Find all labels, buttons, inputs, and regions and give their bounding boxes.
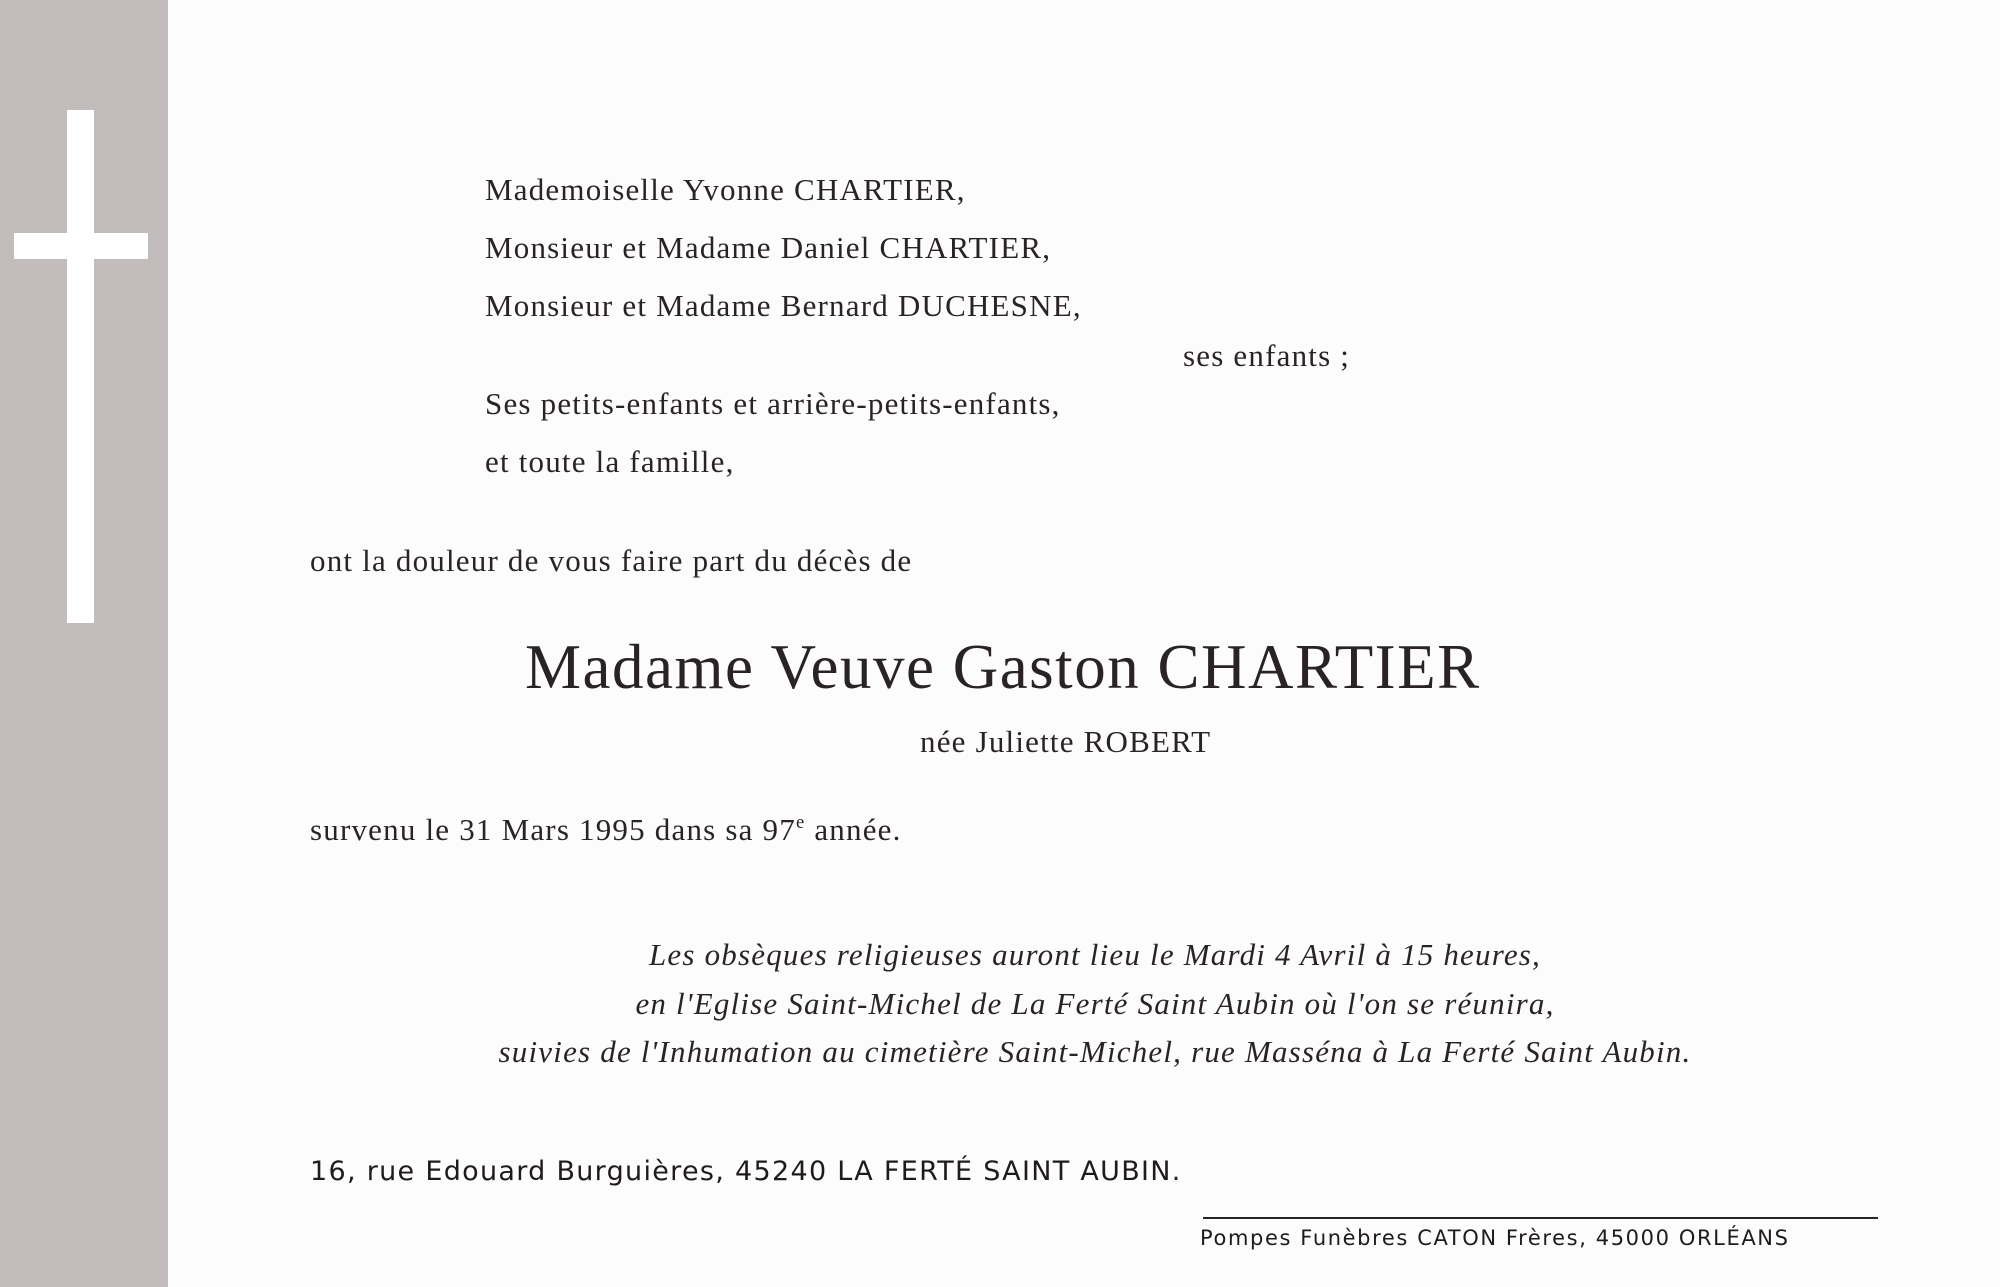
- death-statement: [310, 811, 902, 847]
- death-statement-superscript: e: [795, 811, 806, 833]
- family-line-3: Monsieur et Madame Bernard DUCHESNE,: [485, 288, 1082, 323]
- ceremony-line-3: suivies de l'Inhumation au cimetière Saint-Michel, rue Masséna à La Ferté Saint Aubin.: [498, 1034, 1692, 1069]
- family-line-ses-enfants: ses enfants ;: [1183, 338, 1351, 373]
- family-line-5: Ses petits-enfants et arrière-petits-enfants,: [485, 386, 1061, 421]
- left-grey-band: [0, 0, 168, 1287]
- cross-icon-horizontal: [14, 233, 148, 259]
- announcement-text: ont la douleur de vous faire part du décès de: [310, 543, 913, 578]
- deceased-name: Madame Veuve Gaston CHARTIER: [525, 632, 1481, 702]
- funeral-home-credit: Pompes Funèbres CATON Frères, 45000 ORLÉANS: [1200, 1226, 1790, 1250]
- ceremony-line-2: en l'Eglise Saint-Michel de La Ferté Saint Aubin où l'on se réunira,: [635, 986, 1555, 1021]
- cross-icon-vertical: [67, 110, 94, 623]
- family-address: 16, rue Edouard Burguières, 45240 LA FERTÉ SAINT AUBIN.: [310, 1156, 1182, 1187]
- death-statement-end: année.: [805, 812, 902, 847]
- family-line-6: et toute la famille,: [485, 444, 735, 479]
- footer-divider: [1203, 1217, 1878, 1219]
- family-line-2: Monsieur et Madame Daniel CHARTIER,: [485, 230, 1052, 265]
- ceremony-line-1: Les obsèques religieuses auront lieu le Mardi 4 Avril à 15 heures,: [648, 937, 1541, 972]
- maiden-name: née Juliette ROBERT: [920, 724, 1212, 759]
- death-statement-main: survenu le 31 Mars 1995 dans sa 97: [310, 812, 796, 847]
- family-line-1: Mademoiselle Yvonne CHARTIER,: [485, 172, 966, 207]
